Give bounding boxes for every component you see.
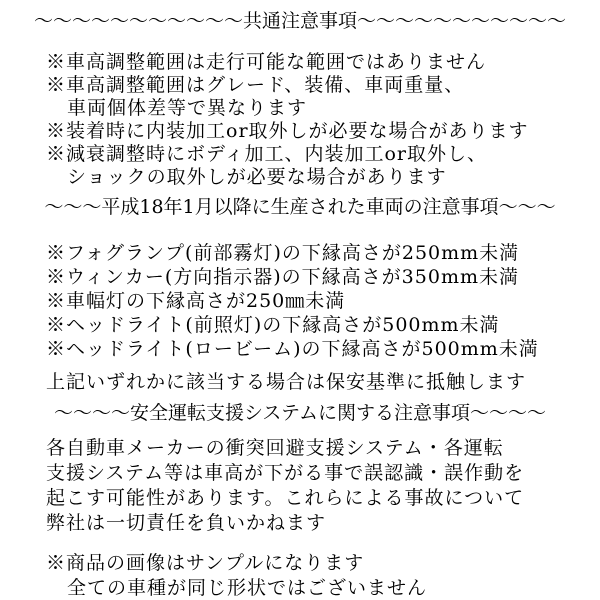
notice-line: ※車高調整範囲はグレード、装備、車両重量、	[46, 74, 465, 96]
notice-line: ※ウィンカー(方向指示器)の下縁高さが350mm未満	[46, 266, 519, 288]
notice-line: 支援システム等は車高が下がる事で誤認識・誤作動を	[46, 462, 525, 484]
notice-line: 起こす可能性があります。これらによる事故について	[46, 487, 525, 509]
notice-line: 各自動車メーカーの衝突回避支援システム・各運転	[46, 437, 504, 459]
section-header-heisei18-vehicles: ～～～平成18年1月以降に生産された車両の注意事項～～～	[44, 196, 556, 218]
section-header-common-notes: ～～～～～～～～～～～共通注意事項～～～～～～～～～～～	[33, 10, 566, 32]
violation-statement	[0, 370, 600, 394]
notice-line: ※車幅灯の下縁高さが250㎜未満	[46, 290, 346, 312]
notice-line: 弊社は一切責任を負いかねます	[46, 512, 327, 534]
notice-line: ※装着時に内装加工or取外しが必要な場合があります	[46, 120, 529, 142]
notice-line: ※ヘッドライト(前照灯)の下縁高さが500mm未満	[46, 314, 500, 336]
product-image-note-section	[0, 551, 600, 600]
notice-line: ※車高調整範囲は走行可能な範囲ではありません	[46, 51, 487, 73]
notice-line: ※ヘッドライト(ロービーム)の下縁高さが500mm未満	[46, 338, 539, 360]
notice-line-continuation: 車両個体差等で異なります	[67, 97, 308, 119]
notice-line: ※減衰調整時にボディ加工、内装加工or取外し、	[46, 143, 488, 165]
notice-line: ※商品の画像はサンプルになります	[46, 552, 365, 574]
notice-line: ※フォグランプ(前部霧灯)の下縁高さが250mm未満	[46, 242, 520, 264]
notice-line-continuation: 全ての車種が同じ形状ではございません	[67, 577, 428, 599]
section-header-safety-systems: ～～～～安全運転支援システムに関する注意事項～～～～	[53, 402, 547, 424]
safety-systems-section	[0, 436, 600, 536]
lamp-height-rules-section	[0, 241, 600, 361]
notice-line: 上記いずれかに該当する場合は保安基準に抵触します	[46, 371, 527, 393]
common-notes-section	[0, 51, 600, 189]
notice-line-continuation: ショックの取外しが必要な場合があります	[67, 166, 447, 188]
